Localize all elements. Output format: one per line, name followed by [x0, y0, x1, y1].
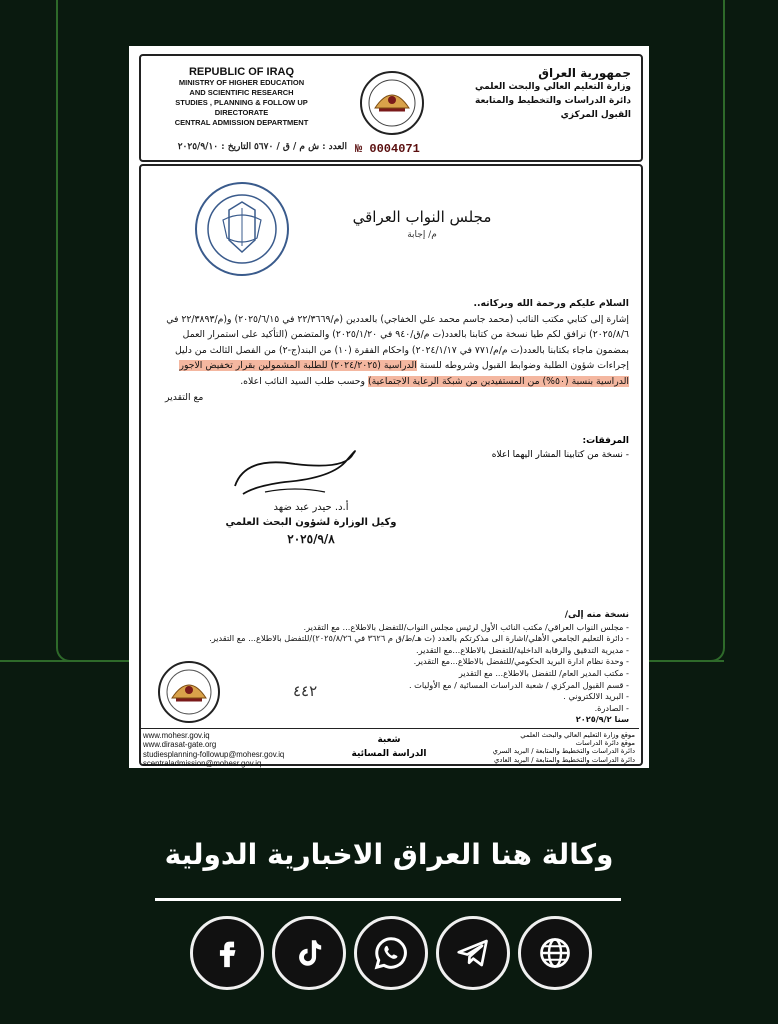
whatsapp-button[interactable] — [354, 916, 428, 990]
letter-text — [155, 296, 629, 405]
paragraph — [155, 312, 629, 390]
signatory — [211, 502, 411, 546]
footer-arabic — [435, 731, 635, 764]
letterhead — [139, 54, 643, 162]
footer-link[interactable]: www.mohesr.gov.iq — [143, 731, 210, 740]
official-letter — [129, 46, 649, 768]
paragraph-end: وحسب طلب السيد النائب اعلاه. — [240, 375, 365, 387]
globe-icon — [537, 935, 573, 971]
copy-item: - مجلس النواب العراقي/ مكتب النائب الأول لرئيس مجلس النواب/للتفضل بالاطلاع... مع التقدير. — [303, 621, 629, 632]
parliament-seal-icon — [193, 180, 291, 278]
footer-email[interactable]: studiesplanning-followup@mohesr.gov.iq — [143, 749, 285, 759]
footer-section-line: الدراسة المسائية — [351, 749, 427, 759]
copy-item: - دائرة التعليم الجامعي الأهلي/اشارة الى مذكرتكم بالعدد (ت هـ/ط/ق م ٣٦٢٦ في ٢٠٢٥/٨/٢٦)/للتفضل بالاطلاع... مع التقدير. — [209, 633, 629, 644]
copy-item: - مديرية التدقيق والرقابة الداخلية/للتفضل بالاطلاع...مع التقدير. — [416, 644, 629, 655]
reference-block — [147, 142, 347, 152]
ministry-en-line: AND SCIENTIFIC RESEARCH — [189, 88, 294, 97]
footer-section — [344, 733, 434, 761]
letter-footer — [139, 728, 639, 767]
signature-icon — [225, 446, 365, 506]
copies-date: سنا ٢٠٢٥/٩/٢ — [575, 714, 629, 725]
number-label: № — [355, 142, 363, 156]
number-value: 0004071 — [369, 142, 420, 156]
website-button[interactable] — [518, 916, 592, 990]
copies-list — [155, 610, 629, 726]
tiktok-button[interactable] — [272, 916, 346, 990]
parliament-heading — [317, 208, 527, 240]
footer-links — [143, 731, 333, 769]
telegram-button[interactable] — [436, 916, 510, 990]
agency-name: وكالة هنا العراق الاخبارية الدولية — [164, 838, 614, 871]
directorate-en-line: STUDIES , PLANNING & FOLLOW UP DIRECTORATE — [175, 98, 308, 117]
reference-date: التاريخ : ٢٠٢٥/٩/١٠ — [177, 142, 252, 152]
attachments-title: المرفقات: — [582, 436, 629, 446]
facebook-button[interactable] — [190, 916, 264, 990]
directorate-ar-line: دائرة الدراسات والتخطيط والمتابعة — [475, 96, 631, 106]
signatory-title: وكيل الوزارة لشؤون البحث العلمي — [225, 517, 397, 528]
reference-row — [147, 142, 635, 158]
ministry-ar-line: وزارة التعليم العالي والبحث العلمي — [474, 82, 631, 92]
letterhead-arabic — [461, 66, 631, 122]
divider — [155, 898, 621, 901]
copy-item: - وحدة نظام ادارة البريد الحكومي/للتفضل بالاطلاع...مع التقدير. — [413, 656, 629, 667]
social-links — [190, 916, 592, 994]
footer-ar-line: دائرة الدراسات والتخطيط والمتابعة / البريد العادي — [494, 755, 635, 764]
copy-item: - قسم القبول المركزي / شعبة الدراسات المسائية / مع الأوليات . — [408, 679, 629, 690]
greeting: السلام عليكم ورحمة الله وبركاته.. — [473, 298, 629, 309]
attachment-item: - نسخة من كتابينا المشار اليهما اعلاه — [491, 450, 629, 460]
telegram-icon — [455, 935, 491, 971]
serial-number — [355, 142, 420, 156]
handwritten-number: ٤٤٢ — [293, 682, 318, 700]
footer-ar-line: موقع وزارة التعليم العالي والبحث العلمي — [520, 731, 635, 739]
department-en-line: CENTRAL ADMISSION DEPARTMENT — [174, 118, 309, 127]
facebook-icon — [210, 936, 244, 970]
copy-item: - الصادرة. — [594, 702, 629, 713]
signature-date: ٢٠٢٥/٩/٨ — [287, 532, 335, 546]
appreciation: مع التقدير — [165, 391, 204, 403]
ministry-seal-icon — [359, 70, 425, 136]
whatsapp-icon — [373, 935, 409, 971]
letter-body — [139, 164, 643, 769]
country-ar: جمهورية العراق — [538, 66, 631, 80]
letter-subject: م/ إجابة — [407, 230, 437, 240]
reference-number: العدد : ش م / ق / ٥٦٧٠ — [253, 142, 347, 152]
tiktok-icon — [292, 936, 326, 970]
copy-item: - البريد الالكتروني . — [563, 691, 629, 702]
stamp-seal-icon — [157, 660, 221, 724]
paragraph-text: إشارة إلى كتابي مكتب النائب (محمد جاسم محمد علي الخفاجي) بالعددين (م/٢٢/٣٦٦٩ في ٢٠٢٥/٦/١٥) و(م/٢٢/٣٨٩٣ في ٢٠٢٥/٨/٦) نرافق لكم طيا نسخة من كتابنا بالعدد(ت م/ق/٩٤٠ في ٢٠٢٥/١/٢٠) والمتضمن (التأكيد على استمرار العمل بمضمون ماجاء بكتابنا بالعدد(ت م/م/٧٧١ في ٢٠٢٤/١/١٧) واحكام الفقرة (١٠) من البند(ج-٢) من الفصل الثالث من دليل إجراءات شؤون الطلبة وضوابط القبول وشروطه للسنة — [166, 313, 629, 372]
footer-link[interactable]: www.dirasat-gate.org — [143, 740, 217, 750]
parliament-name: مجلس النواب العراقي — [352, 208, 492, 226]
copy-item: - مكتب المدير العام/ للتفضل بالاطلاع... مع التقدير — [458, 667, 629, 678]
ministry-en-line: MINISTRY OF HIGHER EDUCATION — [178, 78, 305, 87]
country-en: REPUBLIC OF IRAQ — [188, 66, 295, 78]
signatory-name: أ.د. حيدر عبد ضهد — [273, 502, 349, 513]
footer-ar-line: موقع دائرة الدراسات — [575, 739, 635, 748]
letterhead-english — [149, 66, 334, 128]
footer-ar-line: دائرة الدراسات والتخطيط والمتابعة / البريد السري — [492, 747, 635, 756]
highlighted-text: الدراسية (٢٠٢٤/٢٠٢٥) للطلبة المشمولين بقرار تخفيض الاجور الدراسية بنسبة (٥٠%) من المستفيدين من شبكة الرعاية الاجتماعية) — [179, 360, 629, 387]
footer-section-line: شعبة — [377, 735, 401, 745]
copies-title: نسخة منه إلى/ — [564, 610, 629, 620]
footer-email[interactable]: scentraladmission@mohesr.gov.iq — [143, 759, 262, 769]
department-ar-line: القبول المركزي — [560, 110, 631, 120]
